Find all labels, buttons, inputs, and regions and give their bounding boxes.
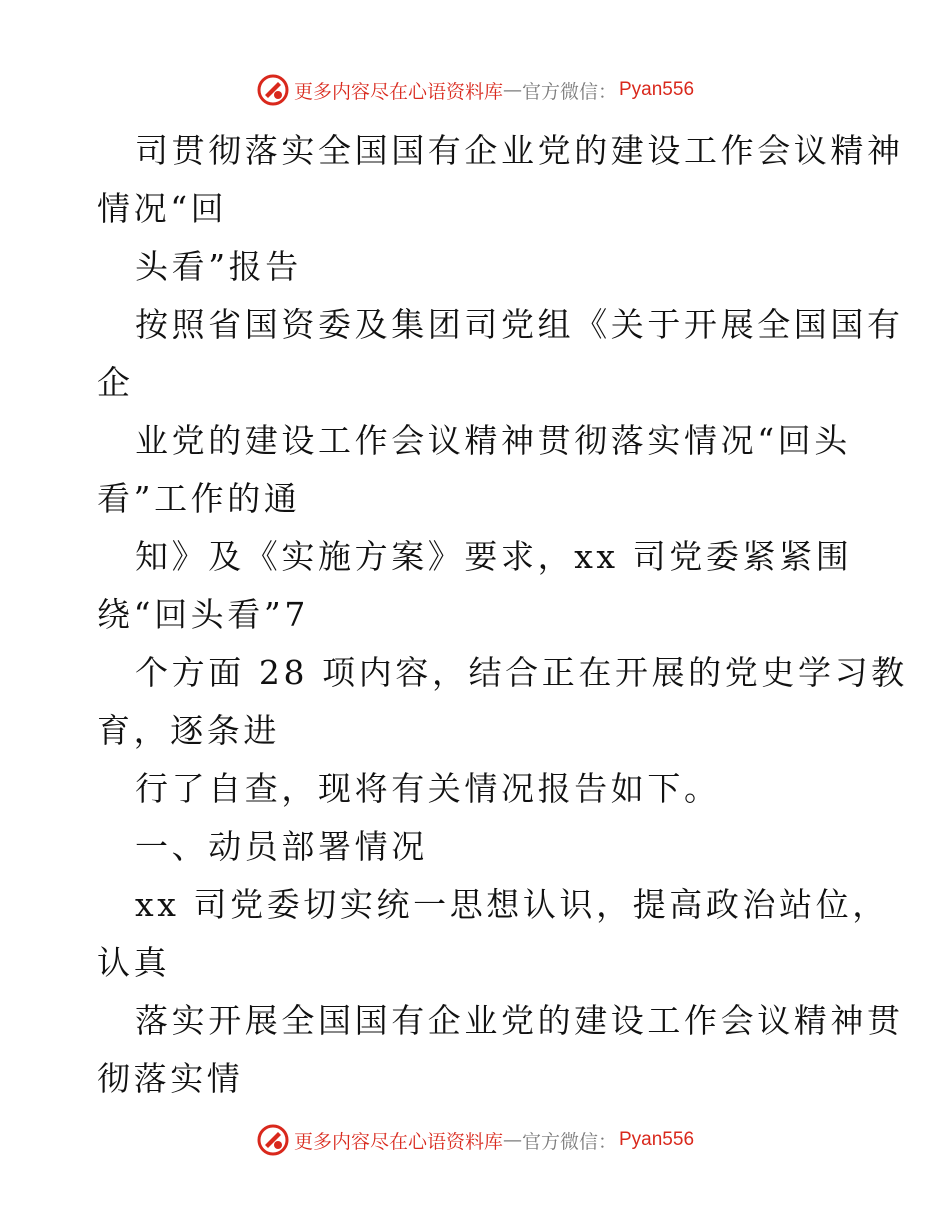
wechat-id: Pyan556 (619, 79, 695, 100)
text-line: 按照省国资委及集团司党组《关于开展全国国有 (135, 305, 904, 344)
text-line: 落实开展全国国有企业党的建设工作会议精神贯 (135, 1001, 904, 1040)
wechat-id: Pyan556 (619, 1129, 695, 1150)
text-line: 个方面 28 项内容，结合正在开展的党史学习教 (135, 653, 908, 692)
text-line: 绕“回头看”7 (97, 595, 309, 634)
text-line: 情况“回 (97, 189, 228, 228)
footer-banner (0, 1120, 950, 1160)
wechat-label: 官方微信： (521, 81, 617, 103)
banner-separator: — (502, 1129, 522, 1151)
wechat-label: 官方微信： (521, 1131, 617, 1153)
document-body (97, 122, 908, 1108)
brand-logo-icon (256, 1123, 290, 1157)
banner-label: 更多内容尽在心语资料库 (293, 80, 503, 103)
text-line: 司贯彻落实全国国有企业党的建设工作会议精神 (135, 131, 904, 170)
banner-separator: — (502, 79, 522, 101)
text-line: 企 (97, 363, 134, 402)
text-line: 知》及《实施方案》要求，xx 司党委紧紧围 (135, 537, 853, 576)
banner-label: 更多内容尽在心语资料库 (293, 1130, 503, 1153)
header-banner (0, 70, 950, 110)
text-line: 看”工作的通 (97, 479, 301, 518)
text-line: 育，逐条进 (97, 711, 280, 750)
brand-logo-icon (256, 73, 290, 107)
section-heading: 一、动员部署情况 (135, 827, 428, 866)
text-line: 行了自查，现将有关情况报告如下。 (135, 769, 721, 808)
text-line: 认真 (97, 943, 171, 982)
text-line: 业党的建设工作会议精神贯彻落实情况“回头 (135, 421, 851, 460)
text-line: 头看”报告 (135, 247, 302, 286)
text-line: xx 司党委切实统一思想认识，提高政治站位， (135, 885, 889, 924)
text-line: 彻落实情 (97, 1059, 244, 1098)
